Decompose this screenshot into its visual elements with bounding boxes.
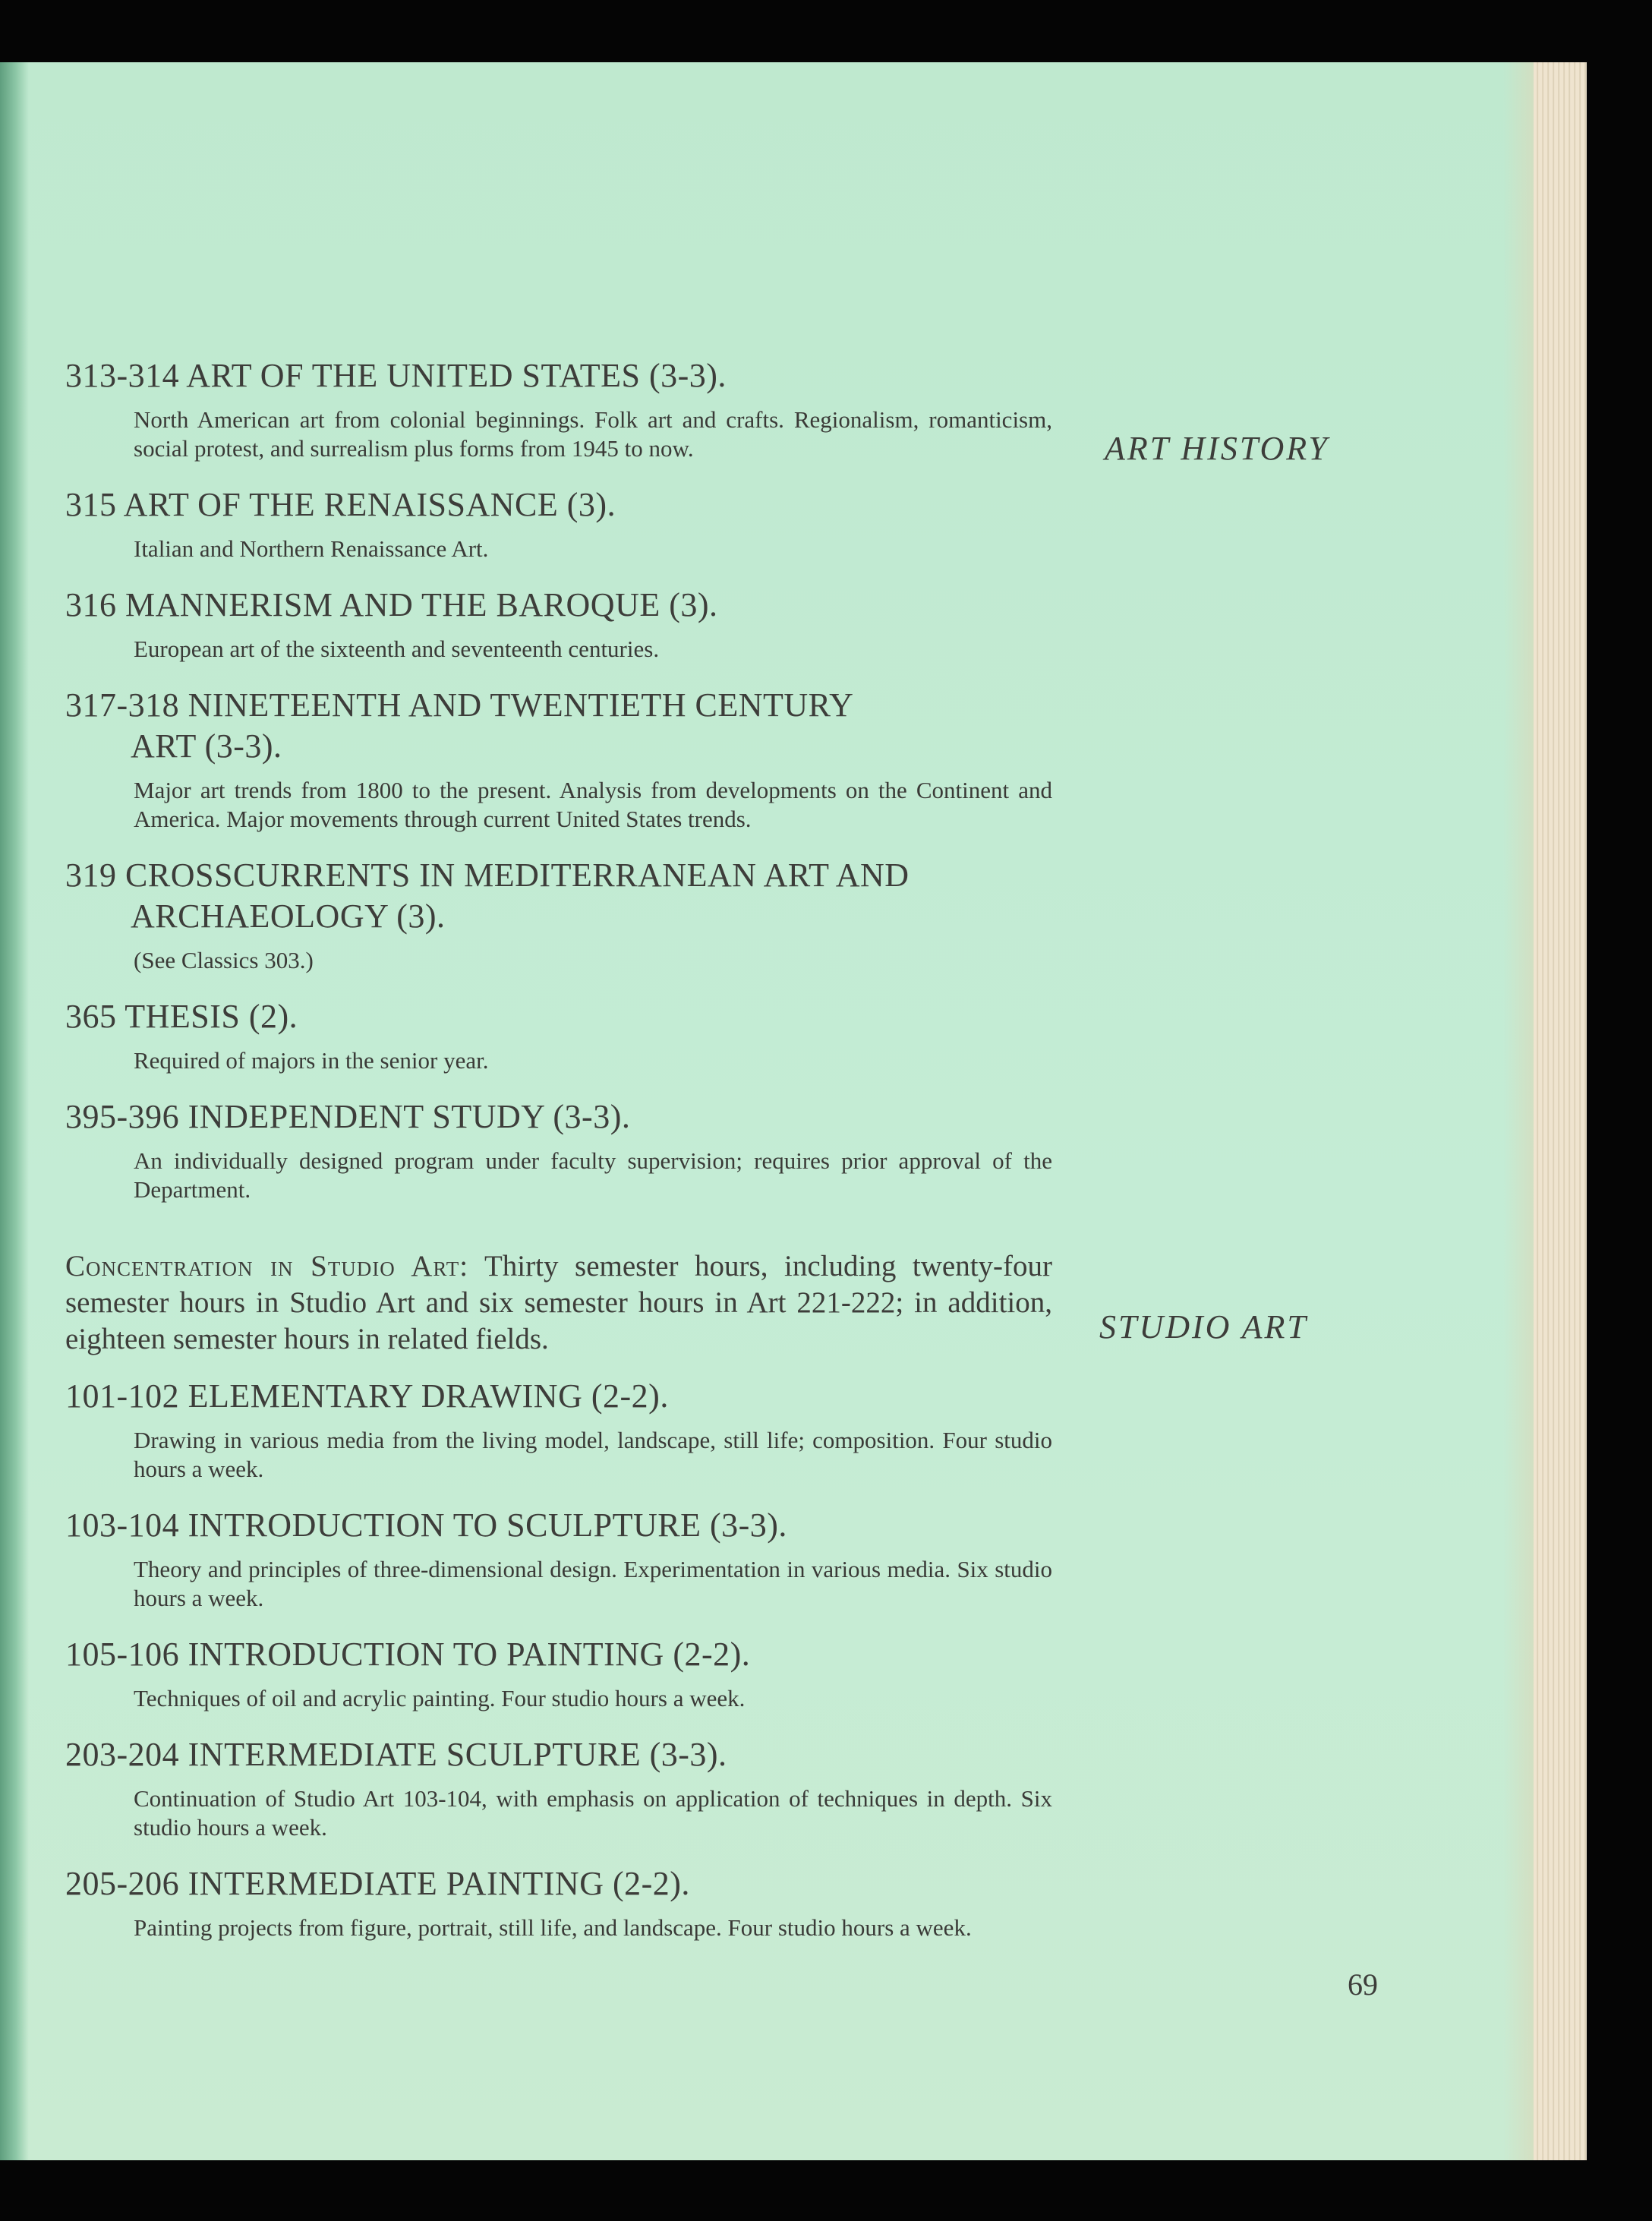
course-entry (65, 1505, 1052, 1613)
course-entry (65, 685, 1052, 834)
course-description: Major art trends from 1800 to the present. Analysis from developments on the Continent and America. Major movements through current United States trends. (134, 777, 1052, 832)
course-title: 365 THESIS (2). (65, 998, 298, 1035)
course-title (65, 685, 1052, 767)
main-column (65, 355, 1052, 1964)
course-title: 315 ART OF THE RENAISSANCE (3). (65, 486, 616, 523)
concentration-label: Concentration in Studio Art: (65, 1250, 469, 1282)
course-title-line-1: 319 CROSSCURRENTS IN MEDITERRANEAN ART AND (65, 857, 910, 894)
sidebar-heading-studio-art: STUDIO ART (1099, 1308, 1308, 1346)
course-description: European art of the sixteenth and seventeenth centuries. (134, 636, 660, 662)
course-entry (65, 585, 1052, 664)
course-title: 103-104 INTRODUCTION TO SCULPTURE (3-3). (65, 1506, 787, 1544)
page-stack-edge (1534, 62, 1587, 2160)
course-description: Required of majors in the senior year. (134, 1047, 489, 1074)
course-entry (65, 355, 1052, 463)
course-title: 101-102 ELEMENTARY DRAWING (2-2). (65, 1377, 669, 1415)
course-entry (65, 1634, 1052, 1713)
course-title: 203-204 INTERMEDIATE SCULPTURE (3-3). (65, 1736, 727, 1773)
course-description: (See Classics 303.) (134, 947, 314, 973)
course-title: 395-396 INDEPENDENT STUDY (3-3). (65, 1098, 631, 1135)
course-entry (65, 1863, 1052, 1942)
course-title: 316 MANNERISM AND THE BAROQUE (3). (65, 586, 718, 623)
course-description: An individually designed program under faculty supervision; requires prior approval of the Department. (134, 1147, 1052, 1203)
concentration-text: Thirty semester hours, including twenty-four semester hours in Studio Art and six semester hours in Art 221-222; in addition, eighteen semester hours in related fields. (65, 1250, 1053, 1355)
course-description: North American art from colonial beginnings. Folk art and crafts. Regionalism, romanticism, social protest, and surrealism plus forms from 1945 to now. (134, 406, 1052, 462)
concentration-paragraph (65, 1248, 1052, 1358)
course-entry (65, 996, 1052, 1075)
book-spine-shadow (0, 62, 29, 2160)
course-title: 205-206 INTERMEDIATE PAINTING (2-2). (65, 1865, 690, 1902)
page-number: 69 (1348, 1967, 1378, 2002)
course-entry (65, 484, 1052, 563)
course-title-line-2: ARCHAEOLOGY (3). (131, 898, 446, 935)
course-title-line-2: ART (3-3). (131, 727, 282, 765)
course-description: Painting projects from figure, portrait, still life, and landscape. Four studio hours a week. (134, 1914, 972, 1941)
course-description: Continuation of Studio Art 103-104, with emphasis on application of techniques in depth. Six studio hours a week. (134, 1785, 1052, 1841)
course-description: Drawing in various media from the living model, landscape, still life; composition. Four studio hours a week. (134, 1427, 1052, 1482)
page-edge-shade (1503, 62, 1534, 2160)
course-title: 313-314 ART OF THE UNITED STATES (3-3). (65, 357, 727, 394)
course-description: Techniques of oil and acrylic painting. Four studio hours a week. (134, 1685, 746, 1711)
course-entry (65, 1376, 1052, 1484)
course-title-line-1: 317-318 NINETEENTH AND TWENTIETH CENTURY (65, 686, 854, 724)
course-description: Italian and Northern Renaissance Art. (134, 535, 489, 562)
course-entry (65, 855, 1052, 975)
course-entry (65, 1096, 1052, 1204)
sidebar-heading-art-history: ART HISTORY (1105, 430, 1329, 467)
course-title (65, 855, 1052, 937)
course-entry (65, 1734, 1052, 1842)
course-title: 105-106 INTRODUCTION TO PAINTING (2-2). (65, 1636, 751, 1673)
course-description: Theory and principles of three-dimensional design. Experimentation in various media. Six studio hours a week. (134, 1556, 1052, 1611)
